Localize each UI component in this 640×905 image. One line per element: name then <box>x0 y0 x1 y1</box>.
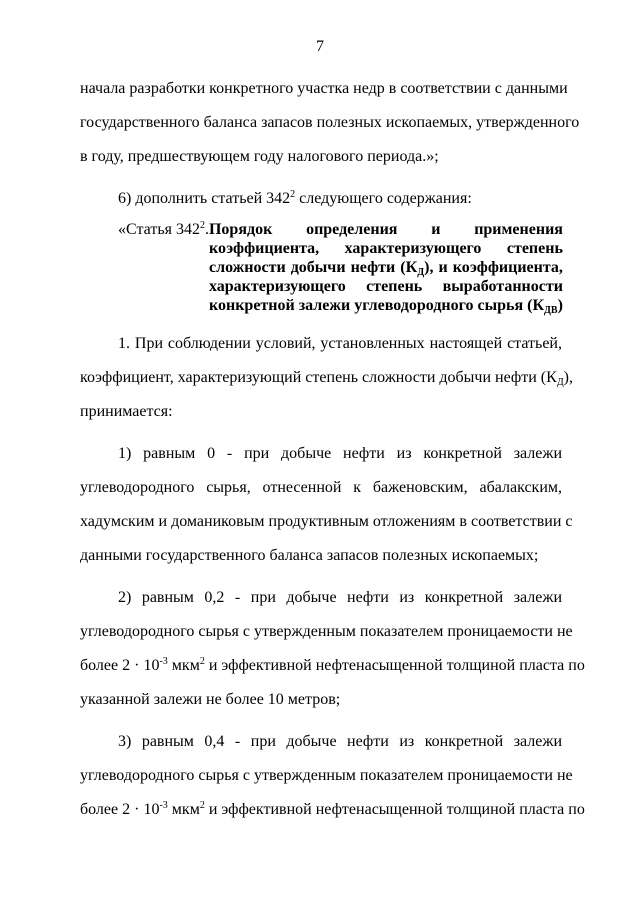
list-item-line: углеводородного сырья с утвержденным показателем проницаемости не <box>80 767 573 784</box>
article-title: Порядок определения и применения коэффициента, характеризующего степень сложности добычи нефти $(К_Д)$, и коэффициента, характеризующего степень выработанности конкретной залежи углеводородного сырья $(К_{ДВ})$ <box>208 221 563 316</box>
list-item-line: более $2 \cdot 10^{-3}$ мкм$^2$ и эффективной нефтенасыщенной толщиной пласта по <box>80 800 585 818</box>
paragraph-line: 1. При соблюдении условий, установленных настоящей статьей, <box>118 335 562 352</box>
list-item-line: 1) равным 0 - при добыче нефти из конкретной залежи <box>118 445 562 462</box>
article-label: «Статья $342^2$. <box>118 220 209 238</box>
list-item-line: указанной залежи не более 10 метров; <box>80 691 341 708</box>
paragraph-line: принимается: <box>80 403 173 420</box>
paragraph-line: в году, предшествующем году налогового периода.»; <box>80 148 439 165</box>
list-item-line: более $2 \cdot 10^{-3}$ мкм$^2$ и эффективной нефтенасыщенной толщиной пласта по <box>80 656 585 674</box>
page-number: 7 <box>316 38 324 55</box>
document-body <box>80 72 585 827</box>
list-item-line: хадумским и доманиковым продуктивным отложениям в соответствии с <box>80 513 573 530</box>
amendment-line: 6) дополнить статьей $342^2$ следующего содержания: <box>118 189 472 207</box>
paragraph-line: начала разработки конкретного участка недр в соответствии с данными <box>80 80 568 97</box>
paragraph-line: коэффициент, характеризующий степень сложности добычи нефти $(К_Д)$, <box>80 369 573 388</box>
list-item-line: углеводородного сырья с утвержденным показателем проницаемости не <box>80 623 573 640</box>
list-item-line: 3) равным 0,4 - при добыче нефти из конкретной залежи <box>118 733 562 750</box>
article-heading <box>80 220 562 315</box>
list-item-line: 2) равным 0,2 - при добыче нефти из конкретной залежи <box>118 589 562 606</box>
list-item-line: углеводородного сырья, отнесенной к баженовским, абалакским, <box>80 479 562 496</box>
paragraph-line: государственного баланса запасов полезных ископаемых, утвержденного <box>80 114 580 131</box>
list-item-line: данными государственного баланса запасов полезных ископаемых; <box>80 547 539 564</box>
